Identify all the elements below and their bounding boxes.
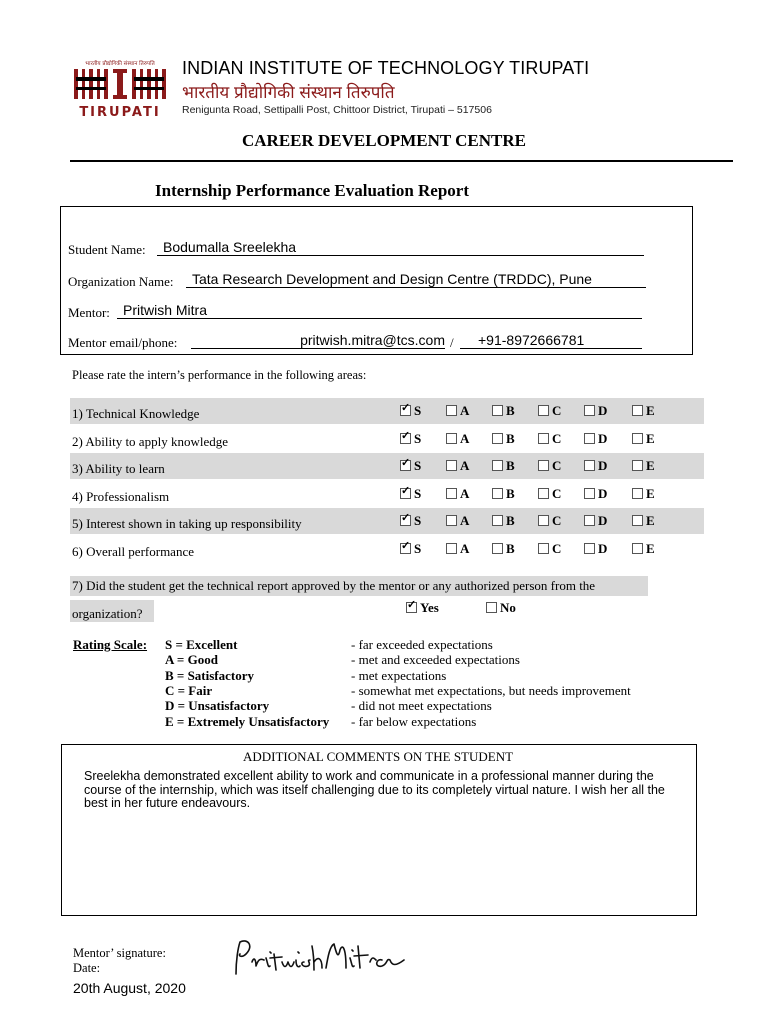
rating-option-c[interactable] bbox=[538, 431, 561, 447]
rating-option-e[interactable] bbox=[632, 431, 655, 447]
student-name-label: Student Name: bbox=[68, 242, 146, 257]
rating-option-e[interactable] bbox=[632, 541, 655, 557]
rating-option-label: D bbox=[598, 485, 608, 501]
rating-checkbox[interactable] bbox=[632, 460, 643, 471]
rating-scale-description: - far below expectations bbox=[351, 713, 477, 729]
rating-checkbox[interactable] bbox=[400, 460, 411, 471]
logo-caption: TIRUPATI bbox=[79, 105, 161, 120]
rating-checkbox[interactable] bbox=[446, 433, 457, 444]
rating-option-label: E bbox=[646, 403, 655, 418]
rating-checkbox[interactable] bbox=[538, 405, 549, 416]
rating-checkbox[interactable] bbox=[584, 405, 595, 416]
rating-checkbox[interactable] bbox=[584, 433, 595, 444]
rating-option-s[interactable] bbox=[400, 403, 421, 419]
rating-checkbox[interactable] bbox=[492, 488, 503, 499]
rating-option-label: B bbox=[506, 403, 515, 418]
rating-scale-description: - did not meet expectations bbox=[351, 698, 492, 714]
rating-checkbox[interactable] bbox=[632, 543, 643, 554]
rating-row bbox=[70, 508, 704, 534]
rating-checkbox[interactable] bbox=[492, 543, 503, 554]
rating-option-label: C bbox=[552, 430, 562, 446]
rating-criterion-label: 4) Professionalism bbox=[72, 488, 170, 504]
rating-criterion-label: 6) Overall performance bbox=[72, 543, 194, 559]
rating-checkbox[interactable] bbox=[538, 543, 549, 554]
rating-option-label: C bbox=[552, 513, 562, 528]
mentor-signature bbox=[230, 936, 430, 980]
institute-name-hindi: भारतीय प्रौद्योगिकी संस्थान तिरुपति bbox=[182, 83, 395, 102]
rating-option-c[interactable] bbox=[538, 486, 561, 502]
rating-scale-description: - met and exceeded expectations bbox=[351, 652, 520, 668]
rating-checkbox[interactable] bbox=[584, 460, 595, 471]
rating-option-d[interactable] bbox=[584, 486, 607, 502]
rating-option-label: S bbox=[414, 430, 422, 446]
rating-checkbox[interactable] bbox=[632, 433, 643, 444]
q7-yes-option[interactable] bbox=[406, 600, 439, 616]
rating-checkbox[interactable] bbox=[446, 515, 457, 526]
rating-option-a[interactable] bbox=[446, 403, 469, 419]
rating-option-label: S bbox=[414, 540, 422, 556]
rating-checkbox[interactable] bbox=[400, 433, 411, 444]
rating-option-label: D bbox=[598, 513, 608, 528]
rating-option-c[interactable] bbox=[538, 513, 561, 529]
rating-option-label: S bbox=[414, 458, 422, 473]
rating-checkbox[interactable] bbox=[538, 433, 549, 444]
rating-option-c[interactable] bbox=[538, 458, 561, 474]
rating-option-e[interactable] bbox=[632, 403, 655, 419]
rating-checkbox[interactable] bbox=[492, 405, 503, 416]
rating-scale-grade: S = Excellent bbox=[165, 637, 238, 652]
rating-checkbox[interactable] bbox=[632, 488, 643, 499]
rating-option-label: D bbox=[598, 430, 608, 446]
rating-option-label: B bbox=[506, 513, 515, 528]
rating-scale-description: - somewhat met expectations, but needs improvement bbox=[351, 682, 631, 698]
rating-checkbox[interactable] bbox=[538, 488, 549, 499]
rating-option-c[interactable] bbox=[538, 541, 561, 557]
rating-checkbox[interactable] bbox=[446, 405, 457, 416]
organization-name-label: Organization Name: bbox=[68, 274, 174, 289]
rating-option-label: B bbox=[506, 430, 515, 446]
rating-checkbox[interactable] bbox=[446, 488, 457, 499]
q7-no-option[interactable] bbox=[486, 600, 516, 616]
rating-option-label: A bbox=[460, 485, 470, 501]
rating-row bbox=[70, 398, 704, 424]
rating-option-label: E bbox=[646, 485, 655, 501]
rating-option-e[interactable] bbox=[632, 486, 655, 502]
rating-option-label: S bbox=[414, 403, 422, 418]
mentor-email-field[interactable]: pritwish.mitra@tcs.com bbox=[191, 332, 445, 349]
institute-name-english: INDIAN INSTITUTE OF TECHNOLOGY TIRUPATI bbox=[182, 58, 590, 78]
header-divider bbox=[70, 160, 733, 162]
rating-option-b[interactable] bbox=[492, 513, 515, 529]
q7-yes-checkbox[interactable] bbox=[406, 602, 417, 613]
rating-option-label: C bbox=[552, 485, 562, 501]
logo-hindi-text: भारतीय प्रौद्योगिकी संस्थान तिरुपति bbox=[85, 61, 155, 67]
rating-option-d[interactable] bbox=[584, 513, 607, 529]
comments-title: ADDITIONAL COMMENTS ON THE STUDENT bbox=[242, 749, 514, 764]
rating-checkbox[interactable] bbox=[400, 543, 411, 554]
rating-checkbox[interactable] bbox=[446, 460, 457, 471]
q7-no-label: No bbox=[500, 600, 516, 615]
rating-option-label: B bbox=[506, 458, 515, 473]
date-value: 20th August, 2020 bbox=[73, 980, 186, 996]
rating-checkbox[interactable] bbox=[492, 433, 503, 444]
rating-scale-grade: A = Good bbox=[165, 652, 218, 668]
rating-option-b[interactable] bbox=[492, 486, 515, 502]
rating-checkbox[interactable] bbox=[584, 515, 595, 526]
rating-option-label: D bbox=[598, 403, 608, 418]
rating-checkbox[interactable] bbox=[446, 543, 457, 554]
rating-option-d[interactable] bbox=[584, 431, 607, 447]
q7-no-checkbox[interactable] bbox=[486, 602, 497, 613]
student-name-field[interactable]: Bodumalla Sreelekha bbox=[157, 239, 644, 256]
mentor-contact-label: Mentor email/phone: bbox=[68, 335, 178, 350]
question7-line1: 7) Did the student get the technical report approved by the mentor or any authorized person from the bbox=[70, 576, 648, 596]
rating-option-a[interactable] bbox=[446, 486, 469, 502]
rating-scale-description: - far exceeded expectations bbox=[351, 637, 493, 652]
rating-checkbox[interactable] bbox=[492, 460, 503, 471]
rating-row bbox=[70, 426, 704, 452]
comments-text[interactable]: Sreelekha demonstrated excellent ability to work and communicate in a professional manner during the course of the internship, which was itself challenging due to its completely virtual nature. I wish her all the best in her future endeavours. bbox=[84, 769, 665, 810]
rating-option-s[interactable] bbox=[400, 431, 421, 447]
rating-option-d[interactable] bbox=[584, 541, 607, 557]
rating-checkbox[interactable] bbox=[400, 515, 411, 526]
rating-option-b[interactable] bbox=[492, 541, 515, 557]
rating-prompt: Please rate the intern’s performance in the following areas: bbox=[72, 368, 367, 382]
rating-option-d[interactable] bbox=[584, 458, 607, 474]
rating-option-label: S bbox=[414, 513, 422, 528]
rating-row bbox=[70, 536, 704, 562]
contact-separator: / bbox=[450, 335, 454, 350]
rating-option-label: A bbox=[460, 513, 470, 528]
rating-option-a[interactable] bbox=[446, 431, 469, 447]
rating-option-label: E bbox=[646, 458, 655, 473]
organization-name-field[interactable]: Tata Research Development and Design Centre (TRDDC), Pune bbox=[186, 271, 646, 288]
rating-scale-grade: E = Extremely Unsatisfactory bbox=[165, 713, 330, 729]
rating-criterion-label: 5) Interest shown in taking up responsibility bbox=[72, 516, 302, 531]
rating-checkbox[interactable] bbox=[400, 488, 411, 499]
rating-scale-grade: B = Satisfactory bbox=[165, 667, 255, 683]
rating-checkbox[interactable] bbox=[584, 488, 595, 499]
rating-option-b[interactable] bbox=[492, 458, 515, 474]
rating-option-label: B bbox=[506, 540, 515, 556]
rating-option-label: S bbox=[414, 485, 422, 501]
rating-option-label: E bbox=[646, 430, 655, 446]
rating-option-d[interactable] bbox=[584, 403, 607, 419]
rating-option-label: C bbox=[552, 458, 562, 473]
rating-option-e[interactable] bbox=[632, 458, 655, 474]
rating-option-label: A bbox=[460, 540, 470, 556]
centre-title: CAREER DEVELOPMENT CENTRE bbox=[241, 131, 526, 150]
rating-scale-grade: D = Unsatisfactory bbox=[165, 698, 270, 714]
rating-checkbox[interactable] bbox=[538, 460, 549, 471]
rating-checkbox[interactable] bbox=[632, 405, 643, 416]
rating-checkbox[interactable] bbox=[538, 515, 549, 526]
mentor-name-field[interactable]: Pritwish Mitra bbox=[117, 302, 642, 319]
rating-option-s[interactable] bbox=[400, 513, 421, 529]
rating-option-c[interactable] bbox=[538, 403, 561, 419]
rating-checkbox[interactable] bbox=[492, 515, 503, 526]
iit-tirupati-logo bbox=[66, 58, 174, 120]
rating-checkbox[interactable] bbox=[632, 515, 643, 526]
rating-option-label: D bbox=[598, 458, 608, 473]
rating-option-label: A bbox=[460, 403, 470, 418]
rating-option-label: B bbox=[506, 485, 515, 501]
question7-line2: organization? bbox=[70, 600, 154, 622]
rating-row bbox=[70, 453, 704, 479]
rating-checkbox[interactable] bbox=[584, 543, 595, 554]
date-label: Date: bbox=[73, 961, 101, 975]
rating-option-label: A bbox=[460, 458, 470, 473]
mentor-label: Mentor: bbox=[68, 305, 110, 320]
rating-option-s[interactable] bbox=[400, 458, 421, 474]
rating-criterion-label: 3) Ability to learn bbox=[72, 461, 165, 476]
rating-scale-grade: C = Fair bbox=[165, 682, 213, 698]
rating-option-label: E bbox=[646, 540, 655, 556]
rating-option-a[interactable] bbox=[446, 541, 469, 557]
rating-option-label: D bbox=[598, 540, 608, 556]
rating-option-s[interactable] bbox=[400, 541, 421, 557]
rating-row bbox=[70, 481, 704, 507]
rating-checkbox[interactable] bbox=[400, 405, 411, 416]
rating-scale-title: Rating Scale: bbox=[73, 637, 148, 652]
rating-scale-description: - met expectations bbox=[351, 667, 447, 683]
rating-option-s[interactable] bbox=[400, 486, 421, 502]
rating-option-label: C bbox=[552, 540, 562, 556]
rating-criterion-label: 2) Ability to apply knowledge bbox=[72, 433, 228, 449]
rating-criterion-label: 1) Technical Knowledge bbox=[72, 406, 200, 421]
mentor-phone-field[interactable]: +91-8972666781 bbox=[460, 332, 642, 349]
rating-option-b[interactable] bbox=[492, 403, 515, 419]
mentor-signature-label: Mentor’ signature: bbox=[73, 946, 166, 960]
q7-yes-label: Yes bbox=[420, 600, 439, 615]
rating-option-a[interactable] bbox=[446, 458, 469, 474]
rating-option-label: E bbox=[646, 513, 655, 528]
rating-option-label: A bbox=[460, 430, 470, 446]
rating-option-b[interactable] bbox=[492, 431, 515, 447]
rating-option-e[interactable] bbox=[632, 513, 655, 529]
rating-option-label: C bbox=[552, 403, 562, 418]
report-title: Internship Performance Evaluation Report bbox=[155, 181, 470, 200]
rating-option-a[interactable] bbox=[446, 513, 469, 529]
institute-address: Renigunta Road, Settipalli Post, Chittoor District, Tirupati – 517506 bbox=[182, 104, 492, 116]
